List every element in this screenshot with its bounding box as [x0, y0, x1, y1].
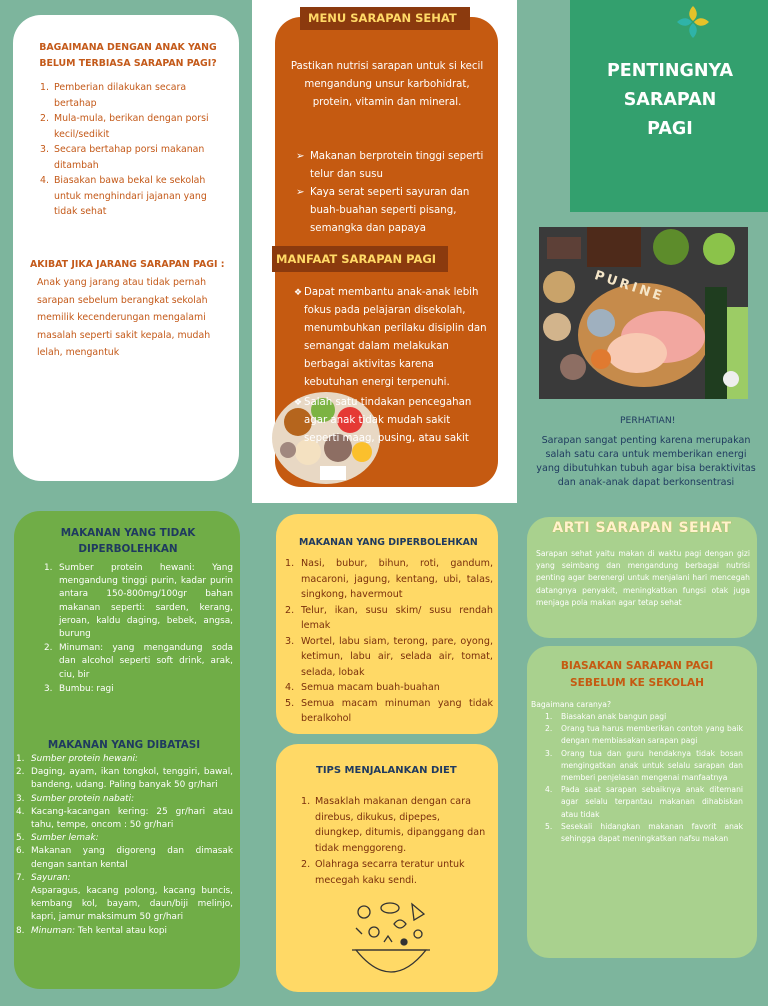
list-item: 2. Olahraga secarra teratur untuk mecegah kaku sendi.: [301, 859, 465, 886]
list-item: ❖ Dapat membantu anak-anak lebih fokus pada pelajaran disekolah, menumbuhkan perilaku disiplin dan semangat dalam melakukan berbagai aktivitas karena kebutuhan energi terpenuhi.: [294, 287, 487, 388]
purine-label: PURINE: [592, 268, 667, 305]
breakfast-habit-title: BIASAKAN SARAPAN PAGI SEBELUM KE SEKOLAH: [560, 660, 714, 689]
list-item: ❖ Salah satu tindakan pencegahan agar anak tidak mudah sakit seperti maag, pusing, atau sakit: [294, 397, 472, 444]
list-item: 2. Minuman: yang mengandung soda dan alcohol seperti soft drink, arak, ciu, bir: [44, 643, 233, 680]
list-item: 3. Wortel, labu siam, terong, pare, oyong, ketimun, labu air, selada air, tomat, selada, lobak: [285, 635, 493, 678]
limited-foods-title: MAKANAN YANG DIBATASI: [47, 739, 201, 751]
list-item: 5. Semua macam minuman yang tidak beralkohol: [285, 697, 493, 724]
list-item: 3. Sumber protein nabati:: [16, 793, 135, 804]
main-title: PENTINGNYA SARAPAN PAGI: [606, 61, 734, 139]
list-item: 5. Sumber lemak:: [16, 833, 99, 844]
list-item: 1. Sumber protein hewani: Yang mengandung tinggi purin, kadar purin antara 150-800mg/100gr bahan makanan seperti: sarden, kerang, jeroan, kaldu daging, bebek, angsa, burung: [44, 563, 233, 640]
list-item: 2. Mula-mula, berikan dengan porsi kecil/sedikit: [40, 113, 209, 140]
allowed-foods-title: MAKANAN YANG DIPERBOLEHKAN: [299, 537, 478, 548]
healthy-breakfast-meaning-title: ARTI SARAPAN SEHAT: [552, 520, 732, 536]
list-item: 7. Sayuran: Asparagus, kacang polong, kacang buncis, kembang kol, bayam, daun/biji melinjo, kapri, jamur maksimum 50 gr/hari: [16, 872, 233, 923]
list-item: 2. Daging, ayam, ikan tongkol, tenggiri, bawal, bandeng, udang. Paling banyak 50 gr/hari: [16, 767, 233, 791]
list-item: 4. Pada saat sarapan sebaiknya anak ditemani agar selalu terpantau makanan dihabiskan atau tidak: [545, 785, 743, 819]
list-item: 6. Makanan yang digoreng dan dimasak dengan santan kental: [16, 846, 233, 870]
healthy-breakfast-meaning-text: Sarapan sehat yaitu makan di waktu pagi dengan gizi yang seimbang dan mengandung berbagai nutrisi penting agar berenergi untuk menjalani hari mencegah datangnya penyakit, meningkatkan fungsi otak juga menjaga pola makan agar tetap sehat: [536, 549, 750, 607]
list-item: 1. Biasakan anak bangun pagi: [545, 712, 667, 721]
list-item: ➢ Makanan berprotein tinggi seperti telur dan susu: [296, 151, 484, 180]
how-label: Bagaimana caranya?: [531, 700, 611, 709]
benefits-list: [294, 284, 488, 448]
forbidden-foods-title: MAKANAN YANG TIDAK DIPERBOLEHKAN: [60, 527, 196, 555]
list-item: 3. Orang tua dan guru hendaknya tidak bosan mengingatkan anak untuk selalu sarapan dan memberi penjelasan mengenai manfaatnya: [545, 748, 743, 783]
menu-items-list: [296, 148, 494, 238]
list-item: 8. Minuman: Teh kental atau kopi: [16, 925, 167, 936]
list-item: 4. Biasakan bawa bekal ke sekolah untuk menghindari jajanan yang tidak sehat: [40, 175, 207, 217]
forbidden-foods-list: [44, 562, 234, 696]
list-item: 3. Bumbu: ragi: [44, 683, 114, 694]
menu-title-tab: MENU SARAPAN SEHAT: [300, 7, 470, 30]
list-item: 3. Secara bertahap porsi makanan ditambah: [40, 144, 205, 171]
list-item: 2. Telur, ikan, susu skim/ susu rendah lemak: [285, 604, 493, 631]
list-item: 1. Nasi, bubur, bihun, roti, gandum, macaroni, jagung, kentang, ubi, talas, singkong, havermout: [285, 558, 493, 600]
attention-label: PERHATIAN!: [620, 415, 676, 426]
list-item: 5. Sesekali hidangkan makanan favorit anak sehingga dapat meningkatkan nafsu makan: [545, 821, 743, 844]
breakfast-habit-steps: [545, 711, 745, 845]
list-item: 1. Masaklah makanan dengan cara direbus, dikukus, dipepes, diungkep, ditumis, dipanggang dan tidak menggoreng.: [301, 796, 486, 854]
benefit-title-tab: MANFAAT SARAPAN PAGI: [272, 246, 448, 272]
allowed-foods-list: [285, 556, 495, 727]
list-item: ➢ Kaya serat seperti sayuran dan buah-buahan seperti pisang, semangka dan papaya: [296, 187, 470, 234]
attention-text: Sarapan sangat penting karena merupakan salah satu cara untuk memberikan energi yang dibutuhkan tubuh agar bisa beraktivitas dan anak-anak dapat berkonsentrasi: [536, 435, 756, 488]
list-item: 1. Pemberian dilakukan secara bertahap: [40, 82, 187, 109]
diet-tips-list: [301, 794, 487, 888]
list-item: 1. Sumber protein hewani:: [16, 754, 138, 764]
list-item: 4. Kacang-kacangan kering: 25 gr/hari atau tahu, tempe, oncom : 50 gr/hari: [16, 806, 233, 831]
health-logo-icon: [674, 3, 712, 41]
heading-skip-breakfast-effects: AKIBAT JIKA JARANG SARAPAN PAGI :: [30, 259, 225, 270]
skip-breakfast-effects-text: Anak yang jarang atau tidak pernah sarapan sebelum berangkat sekolah memilik kecenderungan mengalami masalah seperti sakit kepala, mudah lelah, mengantuk: [37, 277, 211, 358]
menu-intro-text: Pastikan nutrisi sarapan untuk si kecil mengandung unsur karbohidrat, protein, vitamin dan mineral.: [290, 61, 484, 108]
limited-foods-list: [16, 753, 234, 938]
diet-tips-title: TIPS MENJALANKAN DIET: [316, 765, 457, 776]
list-item: 4. Semua macam buah-buahan: [285, 682, 440, 693]
purine-food-photo: [539, 227, 748, 399]
list-item: 2. Orang tua harus memberikan contoh yang baik dengan membiasakan sarapan pagi: [545, 724, 743, 746]
unaccustomed-steps-list: [40, 80, 212, 220]
heading-unaccustomed-children: BAGAIMANA DENGAN ANAK YANG BELUM TERBIASA SARAPAN PAGI?: [39, 42, 217, 69]
cooking-bowl-doodle: [344, 898, 438, 980]
